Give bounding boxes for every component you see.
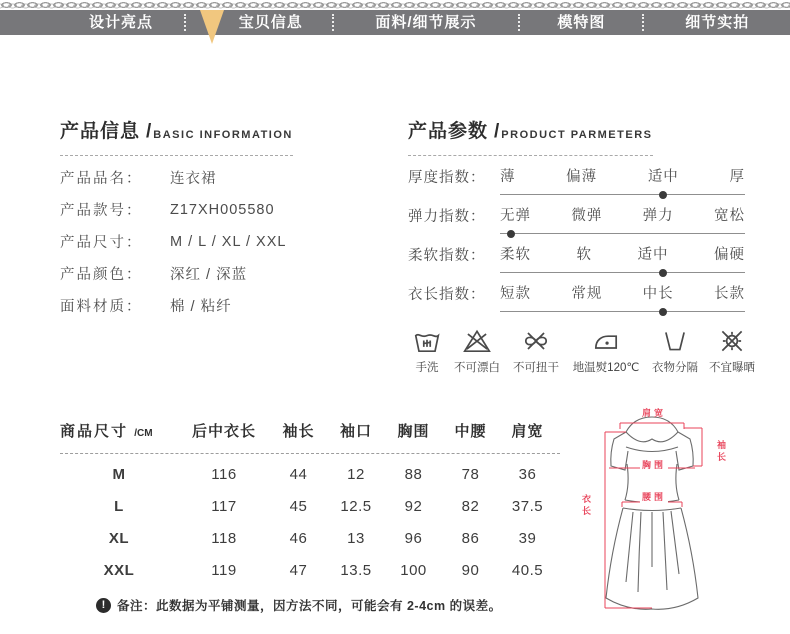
size-label: M	[112, 465, 126, 483]
size-value: 45	[289, 497, 308, 515]
size-label: XXL	[103, 561, 135, 579]
section-title: 产品参数	[408, 121, 489, 142]
info-label: 产品颜色：	[60, 267, 143, 283]
care-item	[450, 326, 504, 375]
size-value: 90	[461, 561, 480, 579]
table-row	[60, 490, 560, 522]
table-row	[60, 554, 560, 586]
param-label: 弹力指数：	[408, 209, 486, 225]
params-header	[408, 116, 653, 156]
dress-outline-drawing	[580, 402, 728, 620]
section-navbar	[0, 10, 790, 35]
iron-low-temp-icon	[591, 326, 621, 356]
size-label: XL	[108, 529, 130, 547]
param-option: 宽松	[713, 208, 745, 224]
diagram-label-shoulder: 肩宽	[641, 408, 667, 418]
size-value: 92	[404, 497, 423, 515]
param-option: 适中	[647, 169, 679, 185]
size-value: 117	[211, 497, 237, 515]
info-row-name	[60, 167, 390, 188]
tab-label: 宝贝信息	[238, 14, 303, 31]
info-value: Z17XH005580	[170, 201, 275, 218]
size-value: 13	[347, 529, 365, 547]
param-row-softness	[408, 243, 748, 273]
param-row-elasticity	[408, 204, 748, 234]
param-label: 厚度指数：	[408, 170, 486, 186]
size-value: 88	[404, 465, 423, 483]
info-value: 棉 / 粘纤	[170, 299, 232, 315]
no-bleach-icon	[462, 326, 492, 356]
tab-item-info[interactable]	[186, 10, 332, 35]
section-subtitle: PRODUCT PARMETERS	[501, 129, 653, 141]
size-table-title	[60, 420, 178, 441]
param-scale	[500, 243, 745, 273]
care-item	[706, 326, 758, 375]
size-value: 39	[518, 529, 537, 547]
param-rows	[408, 165, 748, 312]
info-value: 连衣裙	[170, 171, 217, 187]
param-label: 衣长指数：	[408, 287, 486, 303]
size-table-header	[60, 420, 560, 454]
diagram-label-waist: 腰围	[641, 492, 667, 502]
care-label: 手洗	[415, 362, 439, 374]
size-value: 78	[461, 465, 480, 483]
info-row-style-no	[60, 199, 390, 220]
tab-design-highlights[interactable]	[58, 10, 184, 35]
measurement-note	[96, 596, 560, 614]
selected-dot-indicator	[659, 269, 667, 277]
param-label: 柔软指数：	[408, 248, 486, 264]
size-value: 13.5	[340, 561, 372, 579]
size-value: 12	[347, 465, 365, 483]
size-value: 12.5	[340, 497, 372, 515]
size-label: L	[114, 497, 124, 515]
tab-label: 细节实拍	[685, 14, 750, 31]
size-value: 82	[461, 497, 480, 515]
table-title-text: 商品尺寸	[60, 423, 129, 440]
param-option: 长款	[713, 286, 745, 302]
param-option: 中长	[642, 286, 674, 302]
care-label: 不可扭干	[513, 362, 559, 374]
tab-label: 模特图	[557, 14, 606, 31]
selected-dot-indicator	[659, 308, 667, 316]
size-value: 86	[461, 529, 480, 547]
param-option: 弹力	[642, 208, 674, 224]
dress-measurement-diagram	[580, 402, 728, 620]
active-tab-triangle-icon	[200, 10, 224, 44]
column-header: 袖长	[282, 423, 315, 440]
param-option: 常规	[571, 286, 603, 302]
info-row-colors	[60, 263, 390, 284]
diagram-label-sleeve: 袖长	[716, 440, 726, 464]
care-item	[648, 326, 702, 375]
table-row	[60, 458, 560, 490]
param-scale	[500, 165, 745, 195]
diagram-label-length: 衣长	[581, 494, 591, 518]
selected-dot-indicator	[659, 191, 667, 199]
size-value: 118	[211, 529, 237, 547]
care-instructions-row	[408, 326, 755, 375]
param-option: 适中	[637, 247, 669, 263]
param-row-garment-length	[408, 282, 748, 312]
care-item	[508, 326, 564, 375]
note-text: 备注：此数据为平铺测量，因方法不同，可能会有 2-4cm 的误差。	[117, 599, 502, 613]
param-option: 无弹	[500, 208, 531, 224]
section-title: 产品信息	[60, 121, 141, 142]
info-row-material	[60, 295, 390, 316]
care-label: 地温熨120℃	[572, 362, 640, 374]
section-subtitle: BASIC INFORMATION	[153, 129, 293, 141]
size-value: 116	[211, 465, 237, 483]
size-chart-section	[60, 420, 560, 614]
param-option: 薄	[500, 169, 516, 185]
column-header: 肩宽	[511, 423, 544, 440]
care-item	[568, 326, 644, 375]
param-option: 微弹	[571, 208, 603, 224]
info-label: 产品款号：	[60, 203, 143, 219]
exclamation-icon: !	[96, 598, 111, 613]
size-value: 46	[289, 529, 308, 547]
basic-info-section	[60, 116, 390, 316]
care-label: 不可漂白	[454, 362, 500, 374]
title-slash: /	[146, 121, 152, 142]
tab-model-photos[interactable]	[520, 10, 642, 35]
size-value: 40.5	[511, 561, 544, 579]
size-table-body	[60, 458, 560, 586]
size-value: 37.5	[511, 497, 544, 515]
size-value: 100	[400, 561, 427, 579]
care-label: 不宜曝晒	[709, 362, 755, 374]
size-value: 44	[289, 465, 308, 483]
tab-fabric-details[interactable]	[334, 10, 519, 35]
hand-wash-icon	[412, 326, 442, 356]
param-scale	[500, 282, 745, 312]
column-header: 后中衣长	[191, 423, 256, 440]
param-option: 偏硬	[714, 247, 745, 263]
no-sunlight-icon	[717, 326, 747, 356]
table-row	[60, 522, 560, 554]
size-value: 36	[518, 465, 537, 483]
info-value: M / L / XL / XXL	[170, 233, 287, 250]
info-label: 产品尺寸：	[60, 235, 143, 251]
info-row-sizes	[60, 231, 390, 252]
param-scale	[500, 204, 745, 234]
column-header: 胸围	[397, 423, 430, 440]
diagram-label-bust: 胸围	[641, 460, 667, 470]
tab-label: 设计亮点	[88, 14, 153, 31]
size-value: 47	[289, 561, 308, 579]
param-option: 偏薄	[566, 169, 598, 185]
param-option: 柔软	[500, 247, 531, 263]
care-label: 衣物分隔	[652, 362, 698, 374]
chain-border-pattern	[0, 0, 790, 10]
info-value: 深红 / 深蓝	[170, 267, 248, 283]
wash-separately-icon	[660, 326, 690, 356]
product-params-section	[408, 116, 755, 375]
param-option: 软	[576, 247, 592, 263]
column-header: 袖口	[339, 423, 372, 440]
info-label: 产品品名：	[60, 171, 143, 187]
size-value: 119	[211, 561, 237, 579]
info-label: 面料材质：	[60, 299, 143, 315]
selected-dot-indicator	[507, 230, 515, 238]
title-slash: /	[494, 121, 500, 142]
param-row-thickness	[408, 165, 748, 195]
size-value: 96	[404, 529, 423, 547]
basic-info-header	[60, 116, 293, 156]
care-item	[408, 326, 446, 375]
param-option: 短款	[500, 286, 531, 302]
tab-label: 面料/细节展示	[375, 14, 477, 31]
tab-detail-shots[interactable]	[644, 10, 790, 35]
column-header: 中腰	[454, 423, 487, 440]
table-unit: /CM	[134, 428, 153, 439]
param-option: 厚	[729, 169, 745, 185]
basic-info-rows	[60, 167, 390, 316]
no-wring-icon	[521, 326, 551, 356]
